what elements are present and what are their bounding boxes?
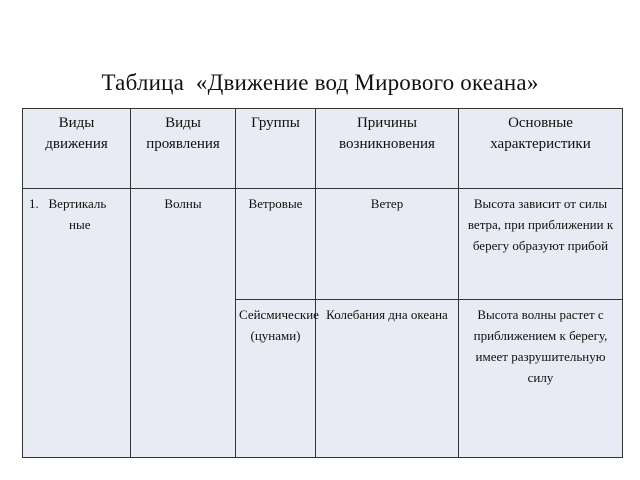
movement-type-cell (23, 189, 131, 458)
header-manifestation-types: Виды проявления (131, 109, 236, 189)
group-cell: Ветровые (236, 189, 316, 300)
header-movement-types: Виды движения (23, 109, 131, 189)
characteristics-cell: Высота зависит от силы ветра, при приближении к берегу образуют прибой (459, 189, 623, 300)
movement-type-continuation: ные (69, 217, 91, 233)
cause-cell: Колебания дна океана (316, 300, 459, 458)
table-header-row (23, 109, 623, 189)
list-number: 1. (29, 196, 39, 212)
header-causes: Причины возникновения (316, 109, 459, 189)
movement-type-first-line (29, 193, 127, 214)
header-main-characteristics: Основные характеристики (459, 109, 623, 189)
manifestation-cell: Волны (131, 189, 236, 458)
ocean-water-movement-table (22, 108, 623, 458)
characteristics-cell: Высота волны растет с приближением к берегу, имеет разрушительную силу (459, 300, 623, 458)
cause-cell: Ветер (316, 189, 459, 300)
header-groups: Группы (236, 109, 316, 189)
group-cell: Сейсмические (цунами) (236, 300, 316, 458)
page-title: Таблица «Движение вод Мирового океана» (101, 70, 539, 95)
movement-type-text: Вертикаль (48, 196, 107, 212)
table-row (23, 189, 623, 300)
